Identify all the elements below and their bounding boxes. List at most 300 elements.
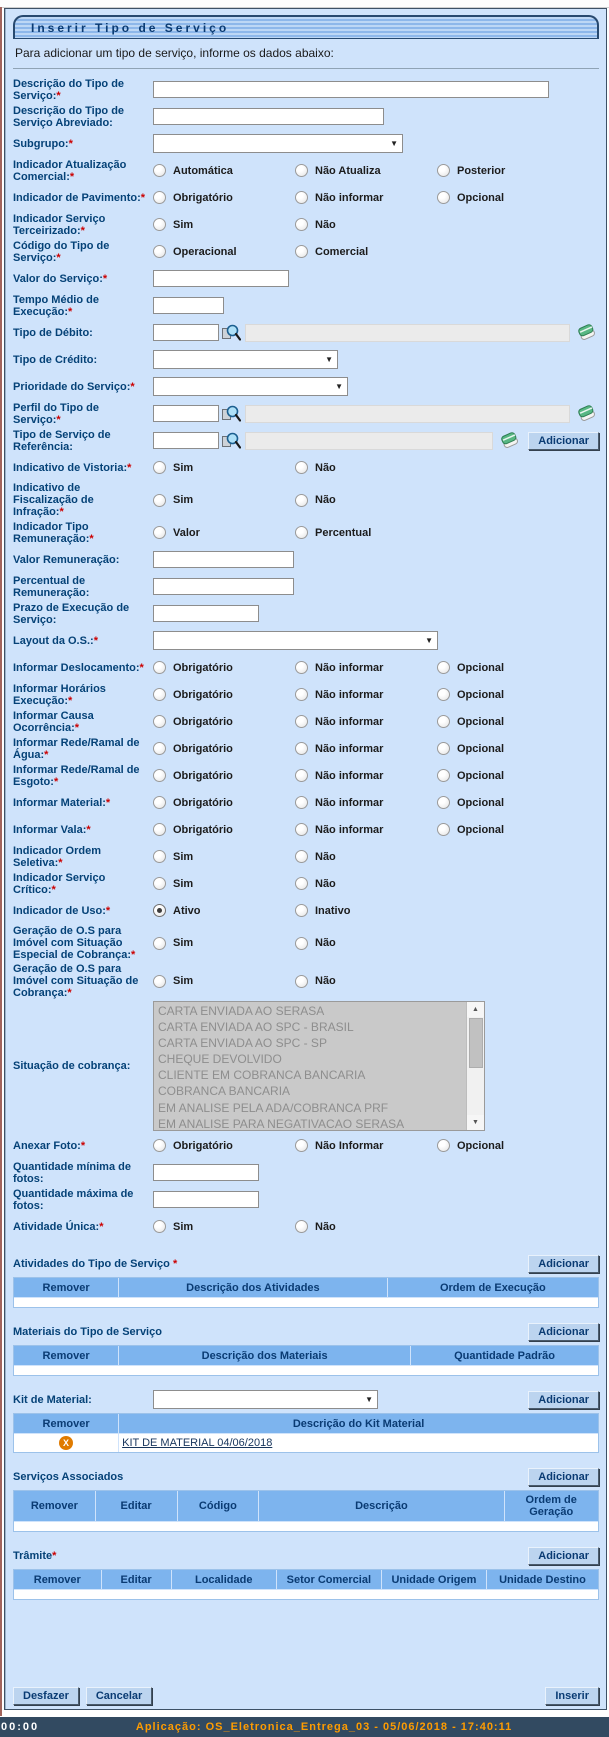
- indicador-de-pavimento-option-obrigatorio: [153, 191, 295, 204]
- indicador-atualizacao-comercial-field-area: [153, 164, 599, 177]
- form-row-tipo-de-debito: [13, 319, 599, 346]
- opcional-radio[interactable]: [437, 191, 450, 204]
- nao-radio[interactable]: [295, 975, 308, 988]
- nao-informar-radio[interactable]: [295, 688, 308, 701]
- descricao-do-tipo-de-servico-input[interactable]: [153, 81, 549, 98]
- informar-material-option-nao-informar: [295, 796, 437, 809]
- quantidade-minima-de-fotos-input[interactable]: [153, 1164, 259, 1181]
- inativo-radio[interactable]: [295, 904, 308, 917]
- layout-da-o-s-select[interactable]: [153, 631, 438, 650]
- atividades-do-tipo-de-servico-adicionar-button[interactable]: Adicionar: [528, 1255, 599, 1273]
- scroll-up-icon[interactable]: ▲: [467, 1002, 484, 1017]
- column-header-quantidade-padrao: Quantidade Padrão: [411, 1346, 598, 1366]
- obrigatorio-radio[interactable]: [153, 715, 166, 728]
- listbox-item[interactable]: CARTA ENVIADA AO SPC - BRASIL: [158, 1020, 354, 1035]
- operacional-radio[interactable]: [153, 245, 166, 258]
- indicador-tipo-remuneracao-option-percentual: [295, 526, 371, 539]
- form-sections: [13, 1240, 599, 1602]
- table-empty-row: [14, 1366, 598, 1375]
- section-title-materiais-do-tipo-de-servico: Materiais do Tipo de Serviço: [13, 1325, 162, 1338]
- informar-horarios-execucao-option-obrigatorio: [153, 688, 295, 701]
- tipo-de-servico-de-referencia-field-area: [153, 431, 599, 451]
- sim-radio[interactable]: [153, 494, 166, 507]
- form-row-situacao-de-cobranca: [13, 1000, 599, 1132]
- valor-remuneracao-label: Valor Remuneração:: [13, 553, 120, 566]
- indicador-ordem-seletiva-field-area: [153, 850, 599, 863]
- required-asterisk: *: [99, 1220, 104, 1233]
- ativo-radio[interactable]: [153, 904, 166, 917]
- chevron-down-icon: ▼: [325, 355, 333, 364]
- scrollbar-track[interactable]: [467, 1017, 484, 1115]
- informar-horarios-execucao-option-opcional: [437, 688, 504, 701]
- page-left-edge: [0, 7, 2, 1716]
- tramite-adicionar-button[interactable]: Adicionar: [528, 1547, 599, 1565]
- indicador-de-pavimento-field-area: [153, 191, 599, 204]
- materiais-do-tipo-de-servico-adicionar-button[interactable]: Adicionar: [528, 1323, 599, 1341]
- nao-informar-radio[interactable]: [295, 769, 308, 782]
- prioridade-do-servico-select[interactable]: [153, 377, 348, 396]
- indicador-de-pavimento-label: Indicador de Pavimento:*: [13, 191, 146, 204]
- percentual-de-remuneracao-label: Percentual de Remuneração:: [13, 574, 90, 599]
- descricao-do-tipo-de-servico-abreviado-field-area: [153, 108, 599, 125]
- prazo-de-execucao-de-servico-field-area: [153, 605, 599, 622]
- section-title-servicos-associados: Serviços Associados: [13, 1470, 124, 1483]
- form-row-descricao-do-tipo-de-servico: [13, 76, 599, 103]
- anexar-foto-option-opcional: [437, 1139, 504, 1152]
- perfil-do-tipo-de-servico-input[interactable]: [153, 405, 219, 422]
- situacao-de-cobranca-label: Situação de cobrança:: [13, 1060, 131, 1072]
- atividade-unica-option-sim: [153, 1220, 295, 1233]
- geracao-de-o-s-para-imovel-com-situacao-de-cobranca-option-sim: [153, 975, 295, 988]
- required-asterisk: *: [56, 413, 61, 426]
- codigo-do-tipo-de-servico-option-comercial: [295, 245, 368, 258]
- required-asterisk: *: [68, 305, 73, 318]
- nao-radio-label: Não: [315, 494, 336, 506]
- servicos-associados-adicionar-button[interactable]: Adicionar: [528, 1468, 599, 1486]
- nao-informar-radio-label: Não informar: [315, 742, 384, 755]
- posterior-radio[interactable]: [437, 164, 450, 177]
- required-asterisk: *: [67, 987, 72, 999]
- tipo-de-credito-field-area: [153, 350, 599, 369]
- listbox-item[interactable]: CHEQUE DEVOLVIDO: [158, 1052, 282, 1067]
- obrigatorio-radio-label: Obrigatório: [173, 769, 233, 782]
- tempo-medio-de-execucao-input[interactable]: [153, 297, 224, 314]
- indicativo-de-vistoria-option-sim: [153, 461, 295, 474]
- required-asterisk: *: [105, 904, 111, 917]
- form-row-quantidade-minima-de-fotos: [13, 1159, 599, 1186]
- informar-rede-ramal-de-agua-option-nao-informar: [295, 742, 437, 755]
- obrigatorio-radio[interactable]: [153, 688, 166, 701]
- form-row-indicador-atualizacao-comercial: [13, 157, 599, 184]
- quantidade-maxima-de-fotos-input[interactable]: [153, 1191, 259, 1208]
- form-row-quantidade-maxima-de-fotos: [13, 1186, 599, 1213]
- table-row: [14, 1434, 598, 1452]
- nao-informar-radio[interactable]: [295, 1139, 308, 1152]
- form-row-indicador-de-uso: [13, 897, 599, 924]
- column-header-descricao-do-kit-material: Descrição do Kit Material: [119, 1414, 598, 1434]
- indicativo-de-vistoria-label: Indicativo de Vistoria:*: [13, 461, 132, 474]
- kit-de-material-label: Kit de Material:: [13, 1393, 92, 1406]
- descricao-do-tipo-de-servico-label: Descrição do Tipo de Serviço:*: [13, 77, 125, 102]
- tipo-de-servico-de-referencia-input[interactable]: [153, 432, 219, 449]
- opcional-radio-label: Opcional: [457, 715, 505, 728]
- form-row-prioridade-do-servico: [13, 373, 599, 400]
- informar-rede-ramal-de-agua-field-area: [153, 742, 599, 755]
- nao-radio[interactable]: [295, 877, 308, 890]
- form-row-informar-rede-ramal-de-esgoto: [13, 762, 599, 789]
- percentual-de-remuneracao-input[interactable]: [153, 578, 294, 595]
- desfazer-button[interactable]: Desfazer: [13, 1687, 79, 1705]
- listbox-item[interactable]: CLIENTE EM COBRANCA BANCARIA: [158, 1068, 366, 1083]
- required-asterisk: *: [74, 721, 80, 734]
- eraser-icon[interactable]: [575, 323, 599, 343]
- geracao-de-o-s-para-imovel-com-situacao-de-cobranca-label: Geração de O.S para Imóvel com Situação de Cobrança:*: [13, 963, 139, 999]
- magnifier-icon[interactable]: [222, 405, 241, 422]
- chevron-down-icon: ▼: [390, 139, 398, 148]
- scrollbar-thumb[interactable]: [469, 1018, 483, 1068]
- informar-deslocamento-field-area: [153, 661, 599, 674]
- chevron-down-icon: ▼: [425, 636, 433, 645]
- anexar-foto-option-obrigatorio: [153, 1139, 295, 1152]
- nao-radio-label: Não: [315, 218, 336, 231]
- nao-radio[interactable]: [295, 1220, 308, 1233]
- codigo-do-tipo-de-servico-field-area: [153, 245, 599, 258]
- posterior-radio-label: Posterior: [457, 164, 506, 177]
- tipo-de-debito-description-field: [245, 324, 570, 342]
- required-asterisk: *: [89, 532, 94, 545]
- valor-do-servico-label: Valor do Serviço:*: [13, 272, 108, 285]
- column-header-descricao-dos-materiais: Descrição dos Materiais: [119, 1346, 411, 1366]
- nao-informar-radio[interactable]: [295, 742, 308, 755]
- informar-vala-label: Informar Vala:*: [13, 823, 91, 836]
- descricao-do-tipo-de-servico-abreviado-label: Descrição do Tipo de Serviço Abreviado:: [13, 104, 125, 129]
- section-title-atividades-do-tipo-de-servico: Atividades do Tipo de Serviço *: [13, 1257, 178, 1270]
- form-row-tipo-de-credito: [13, 346, 599, 373]
- column-header-remover: Remover: [14, 1491, 96, 1522]
- nao-radio[interactable]: [295, 494, 308, 507]
- nao-radio[interactable]: [295, 218, 308, 231]
- nao-informar-radio-label: Não informar: [315, 769, 384, 782]
- informar-horarios-execucao-label: Informar Horários Execução:*: [13, 682, 106, 707]
- form-row-tipo-de-servico-de-referencia: [13, 427, 599, 454]
- obrigatorio-radio-label: Obrigatório: [173, 796, 233, 809]
- indicador-ordem-seletiva-option-nao: [295, 850, 336, 863]
- nao-informar-radio-label: Não Informar: [315, 1139, 384, 1152]
- nao-informar-radio-label: Não informar: [315, 191, 384, 204]
- anexar-foto-label: Anexar Foto:*: [13, 1139, 86, 1152]
- informar-vala-field-area: [153, 823, 599, 836]
- indicativo-de-fiscalizacao-de-infracao-label: Indicativo de Fiscalização de Infração:*: [13, 482, 94, 518]
- indicativo-de-fiscalizacao-de-infracao-option-sim: [153, 494, 295, 507]
- indicador-tipo-remuneracao-option-valor: [153, 526, 295, 539]
- indicador-de-pavimento-option-opcional: [437, 191, 504, 204]
- valor-radio-label: Valor: [173, 526, 200, 539]
- tipo-de-credito-select[interactable]: [153, 350, 338, 369]
- quantidade-maxima-de-fotos-label: Quantidade máxima de fotos:: [13, 1187, 134, 1212]
- form-row-informar-deslocamento: [13, 654, 599, 681]
- nao-informar-radio-label: Não informar: [315, 823, 384, 836]
- obrigatorio-radio[interactable]: [153, 661, 166, 674]
- materiais-do-tipo-de-servico-table-header: [14, 1346, 598, 1366]
- valor-radio[interactable]: [153, 526, 166, 539]
- nao-atualiza-radio-label: Não Atualiza: [315, 164, 381, 177]
- informar-deslocamento-option-opcional: [437, 661, 504, 674]
- required-asterisk: *: [105, 796, 111, 809]
- form-row-indicador-servico-critico: [13, 870, 599, 897]
- nao-atualiza-radio[interactable]: [295, 164, 308, 177]
- opcional-radio[interactable]: [437, 823, 450, 836]
- nao-radio-label: Não: [315, 1220, 336, 1233]
- automatica-radio[interactable]: [153, 164, 166, 177]
- opcional-radio[interactable]: [437, 688, 450, 701]
- magnifier-icon[interactable]: [222, 324, 241, 341]
- geracao-de-o-s-para-imovel-com-situacao-especial-de-cobranca-option-nao: [295, 937, 336, 950]
- nao-radio[interactable]: [295, 461, 308, 474]
- table-empty-row: [14, 1522, 598, 1531]
- obrigatorio-radio[interactable]: [153, 823, 166, 836]
- opcional-radio[interactable]: [437, 796, 450, 809]
- opcional-radio[interactable]: [437, 769, 450, 782]
- form-body: [13, 76, 599, 1240]
- inserir-button[interactable]: Inserir: [545, 1687, 599, 1705]
- sim-radio[interactable]: [153, 877, 166, 890]
- descricao-do-tipo-de-servico-field-area: [153, 81, 599, 98]
- required-asterisk: *: [68, 694, 73, 707]
- indicador-servico-critico-label: Indicador Serviço Crítico:*: [13, 871, 106, 896]
- form-row-prazo-de-execucao-de-servico: [13, 600, 599, 627]
- obrigatorio-radio[interactable]: [153, 796, 166, 809]
- footer-left-buttons: [13, 1687, 152, 1705]
- eraser-icon[interactable]: [575, 404, 599, 424]
- required-asterisk: *: [139, 661, 144, 674]
- perfil-do-tipo-de-servico-description-field: [245, 405, 570, 423]
- listbox-scrollbar[interactable]: [466, 1002, 484, 1130]
- opcional-radio[interactable]: [437, 715, 450, 728]
- codigo-do-tipo-de-servico-option-operacional: [153, 245, 295, 258]
- section-head-kit-de-material: [13, 1389, 599, 1410]
- required-asterisk: *: [68, 137, 73, 150]
- remove-icon[interactable]: X: [59, 1436, 73, 1450]
- kit-material-link[interactable]: KIT DE MATERIAL 04/06/2018: [122, 1437, 273, 1449]
- required-asterisk: *: [51, 883, 56, 896]
- sim-radio[interactable]: [153, 975, 166, 988]
- nao-informar-radio[interactable]: [295, 191, 308, 204]
- required-asterisk: *: [93, 634, 98, 647]
- tipo-de-debito-input[interactable]: [153, 324, 219, 341]
- listbox-item[interactable]: CARTA ENVIADA AO SPC - SP: [158, 1036, 327, 1051]
- form-row-tempo-medio-de-execucao: [13, 292, 599, 319]
- indicativo-de-vistoria-option-nao: [295, 461, 336, 474]
- kit-de-material-select[interactable]: [153, 1390, 378, 1409]
- tipo-de-debito-field-area: [153, 323, 599, 343]
- form-row-anexar-foto: [13, 1132, 599, 1159]
- tramite-table: [13, 1569, 599, 1600]
- nao-informar-radio-label: Não informar: [315, 796, 384, 809]
- indicador-tipo-remuneracao-field-area: [153, 526, 599, 539]
- sim-radio[interactable]: [153, 937, 166, 950]
- nao-radio[interactable]: [295, 937, 308, 950]
- perfil-do-tipo-de-servico-field-area: [153, 404, 599, 424]
- opcional-radio-label: Opcional: [457, 191, 505, 204]
- valor-remuneracao-field-area: [153, 551, 599, 568]
- prazo-de-execucao-de-servico-input[interactable]: [153, 605, 259, 622]
- geracao-de-o-s-para-imovel-com-situacao-de-cobranca-option-nao: [295, 975, 336, 988]
- kit-de-material-table-header: [14, 1414, 598, 1434]
- section-head-tramite: [13, 1545, 599, 1566]
- kit-de-material-adicionar-button[interactable]: Adicionar: [528, 1391, 599, 1409]
- status-bar: [0, 1717, 609, 1737]
- geracao-de-o-s-para-imovel-com-situacao-especial-de-cobranca-field-area: [153, 937, 599, 950]
- form-row-perfil-do-tipo-de-servico: [13, 400, 599, 427]
- eraser-icon[interactable]: [498, 431, 522, 451]
- listbox-item[interactable]: CARTA ENVIADA AO SERASA: [158, 1004, 325, 1018]
- sim-radio[interactable]: [153, 1220, 166, 1233]
- page-title: Inserir Tipo de Serviço: [31, 20, 230, 35]
- situacao-de-cobranca-listbox-items: [154, 1002, 466, 1130]
- remove-cell: [14, 1434, 119, 1452]
- sim-radio[interactable]: [153, 461, 166, 474]
- column-header-unidade-origem: Unidade Origem: [382, 1570, 487, 1590]
- listbox-item[interactable]: COBRANCA BANCARIA: [158, 1084, 291, 1099]
- opcional-radio-label: Opcional: [457, 742, 505, 755]
- table-empty-row: [14, 1590, 598, 1599]
- column-header-remover: Remover: [14, 1278, 119, 1298]
- listbox-item[interactable]: EM ANALISE PELA ADA/COBRANCA PRF: [158, 1100, 389, 1115]
- obrigatorio-radio[interactable]: [153, 191, 166, 204]
- nao-informar-radio[interactable]: [295, 661, 308, 674]
- form-row-informar-rede-ramal-de-agua: [13, 735, 599, 762]
- listbox-item[interactable]: EM ANALISE PARA NEGATIVACAO SERASA: [158, 1116, 405, 1130]
- column-header-editar: Editar: [96, 1491, 178, 1522]
- anexar-foto-field-area: [153, 1139, 599, 1152]
- informar-deslocamento-option-nao-informar: [295, 661, 437, 674]
- required-asterisk: *: [131, 949, 136, 961]
- section-head-servicos-associados: [13, 1466, 599, 1487]
- subgrupo-label: Subgrupo:*: [13, 137, 73, 150]
- scroll-down-icon[interactable]: ▼: [467, 1115, 484, 1130]
- atividades-do-tipo-de-servico-table-header: [14, 1278, 598, 1298]
- indicador-ordem-seletiva-option-sim: [153, 850, 295, 863]
- column-header-remover: Remover: [14, 1570, 102, 1590]
- form-row-informar-vala: [13, 816, 599, 843]
- nao-informar-radio[interactable]: [295, 796, 308, 809]
- prioridade-do-servico-field-area: [153, 377, 599, 396]
- tipo-de-servico-de-referencia-label: Tipo de Serviço de Referência:: [13, 428, 111, 453]
- tipo-de-servico-de-referencia-adicionar-button[interactable]: Adicionar: [528, 432, 599, 450]
- descricao-do-tipo-de-servico-abreviado-input[interactable]: [153, 108, 384, 125]
- opcional-radio[interactable]: [437, 1139, 450, 1152]
- tempo-medio-de-execucao-field-area: [153, 297, 599, 314]
- opcional-radio-label: Opcional: [457, 796, 505, 809]
- quantidade-maxima-de-fotos-field-area: [153, 1191, 599, 1208]
- opcional-radio-label: Opcional: [457, 661, 505, 674]
- kit-de-material-table: [13, 1413, 599, 1453]
- valor-do-servico-input[interactable]: [153, 270, 289, 287]
- subgrupo-select[interactable]: [153, 134, 403, 153]
- nao-informar-radio[interactable]: [295, 715, 308, 728]
- obrigatorio-radio[interactable]: [153, 1139, 166, 1152]
- informar-rede-ramal-de-esgoto-option-nao-informar: [295, 769, 437, 782]
- nao-radio-label: Não: [315, 461, 336, 474]
- form-row-valor-remuneracao: [13, 546, 599, 573]
- comercial-radio[interactable]: [295, 245, 308, 258]
- form-row-subgrupo: [13, 130, 599, 157]
- form-row-indicador-de-pavimento: [13, 184, 599, 211]
- informar-causa-ocorrencia-option-nao-informar: [295, 715, 437, 728]
- description-cell: [119, 1434, 598, 1452]
- opcional-radio-label: Opcional: [457, 769, 505, 782]
- nao-informar-radio-label: Não informar: [315, 688, 384, 701]
- nao-radio-label: Não: [315, 975, 336, 987]
- form-row-geracao-de-o-s-para-imovel-com-situacao-especial-de-cobranca: [13, 924, 599, 962]
- chevron-down-icon: ▼: [335, 382, 343, 391]
- section-head-materiais-do-tipo-de-servico: [13, 1321, 599, 1342]
- nao-radio[interactable]: [295, 850, 308, 863]
- indicador-atualizacao-comercial-option-nao-atualiza: [295, 164, 437, 177]
- valor-remuneracao-input[interactable]: [153, 551, 294, 568]
- indicador-servico-terceirizado-field-area: [153, 218, 599, 231]
- obrigatorio-radio[interactable]: [153, 742, 166, 755]
- quantidade-minima-de-fotos-label: Quantidade mínima de fotos:: [13, 1160, 131, 1185]
- required-asterisk: *: [86, 823, 91, 836]
- form-row-informar-causa-ocorrencia: [13, 708, 599, 735]
- tipo-de-servico-de-referencia-description-field: [245, 432, 493, 450]
- tipo-de-debito-label: Tipo de Débito:: [13, 326, 93, 339]
- column-header-ordem-de-geracao: Ordem de Geração: [505, 1491, 598, 1522]
- sim-radio[interactable]: [153, 850, 166, 863]
- nao-informar-radio[interactable]: [295, 823, 308, 836]
- magnifier-icon[interactable]: [222, 432, 241, 449]
- required-asterisk: *: [58, 856, 63, 869]
- form-row-indicador-tipo-remuneracao: [13, 519, 599, 546]
- nao-radio-label: Não: [315, 877, 336, 890]
- informar-material-option-opcional: [437, 796, 504, 809]
- percentual-radio[interactable]: [295, 526, 308, 539]
- informar-causa-ocorrencia-label: Informar Causa Ocorrência:*: [13, 709, 94, 734]
- sim-radio[interactable]: [153, 218, 166, 231]
- cancelar-button[interactable]: Cancelar: [86, 1687, 152, 1705]
- layout-da-o-s-label: Layout da O.S.:*: [13, 634, 98, 647]
- column-header-setor-comercial: Setor Comercial: [277, 1570, 382, 1590]
- column-header-remover: Remover: [14, 1346, 119, 1366]
- indicador-servico-critico-option-sim: [153, 877, 295, 890]
- ativo-radio-label: Ativo: [173, 904, 201, 917]
- required-asterisk: *: [140, 191, 146, 204]
- column-header-unidade-destino: Unidade Destino: [487, 1570, 598, 1590]
- valor-do-servico-field-area: [153, 270, 599, 287]
- section-head-atividades-do-tipo-de-servico: [13, 1253, 599, 1274]
- obrigatorio-radio[interactable]: [153, 769, 166, 782]
- informar-rede-ramal-de-esgoto-option-opcional: [437, 769, 504, 782]
- geracao-de-o-s-para-imovel-com-situacao-de-cobranca-field-area: [153, 975, 599, 988]
- indicador-de-uso-field-area: [153, 904, 599, 917]
- sim-radio-label: Sim: [173, 937, 194, 949]
- tempo-medio-de-execucao-label: Tempo Médio de Execução:*: [13, 293, 99, 318]
- informar-deslocamento-label: Informar Deslocamento:*: [13, 661, 144, 674]
- nao-informar-radio-label: Não informar: [315, 715, 384, 728]
- operacional-radio-label: Operacional: [173, 245, 237, 258]
- form-row-informar-horarios-execucao: [13, 681, 599, 708]
- situacao-de-cobranca-listbox[interactable]: [153, 1001, 485, 1131]
- atividade-unica-field-area: [153, 1220, 599, 1233]
- sim-radio-label: Sim: [173, 218, 194, 231]
- nao-informar-radio-label: Não informar: [315, 661, 384, 674]
- opcional-radio[interactable]: [437, 661, 450, 674]
- column-header-codigo: Código: [178, 1491, 260, 1522]
- opcional-radio-label: Opcional: [457, 688, 505, 701]
- opcional-radio[interactable]: [437, 742, 450, 755]
- informar-vala-option-opcional: [437, 823, 504, 836]
